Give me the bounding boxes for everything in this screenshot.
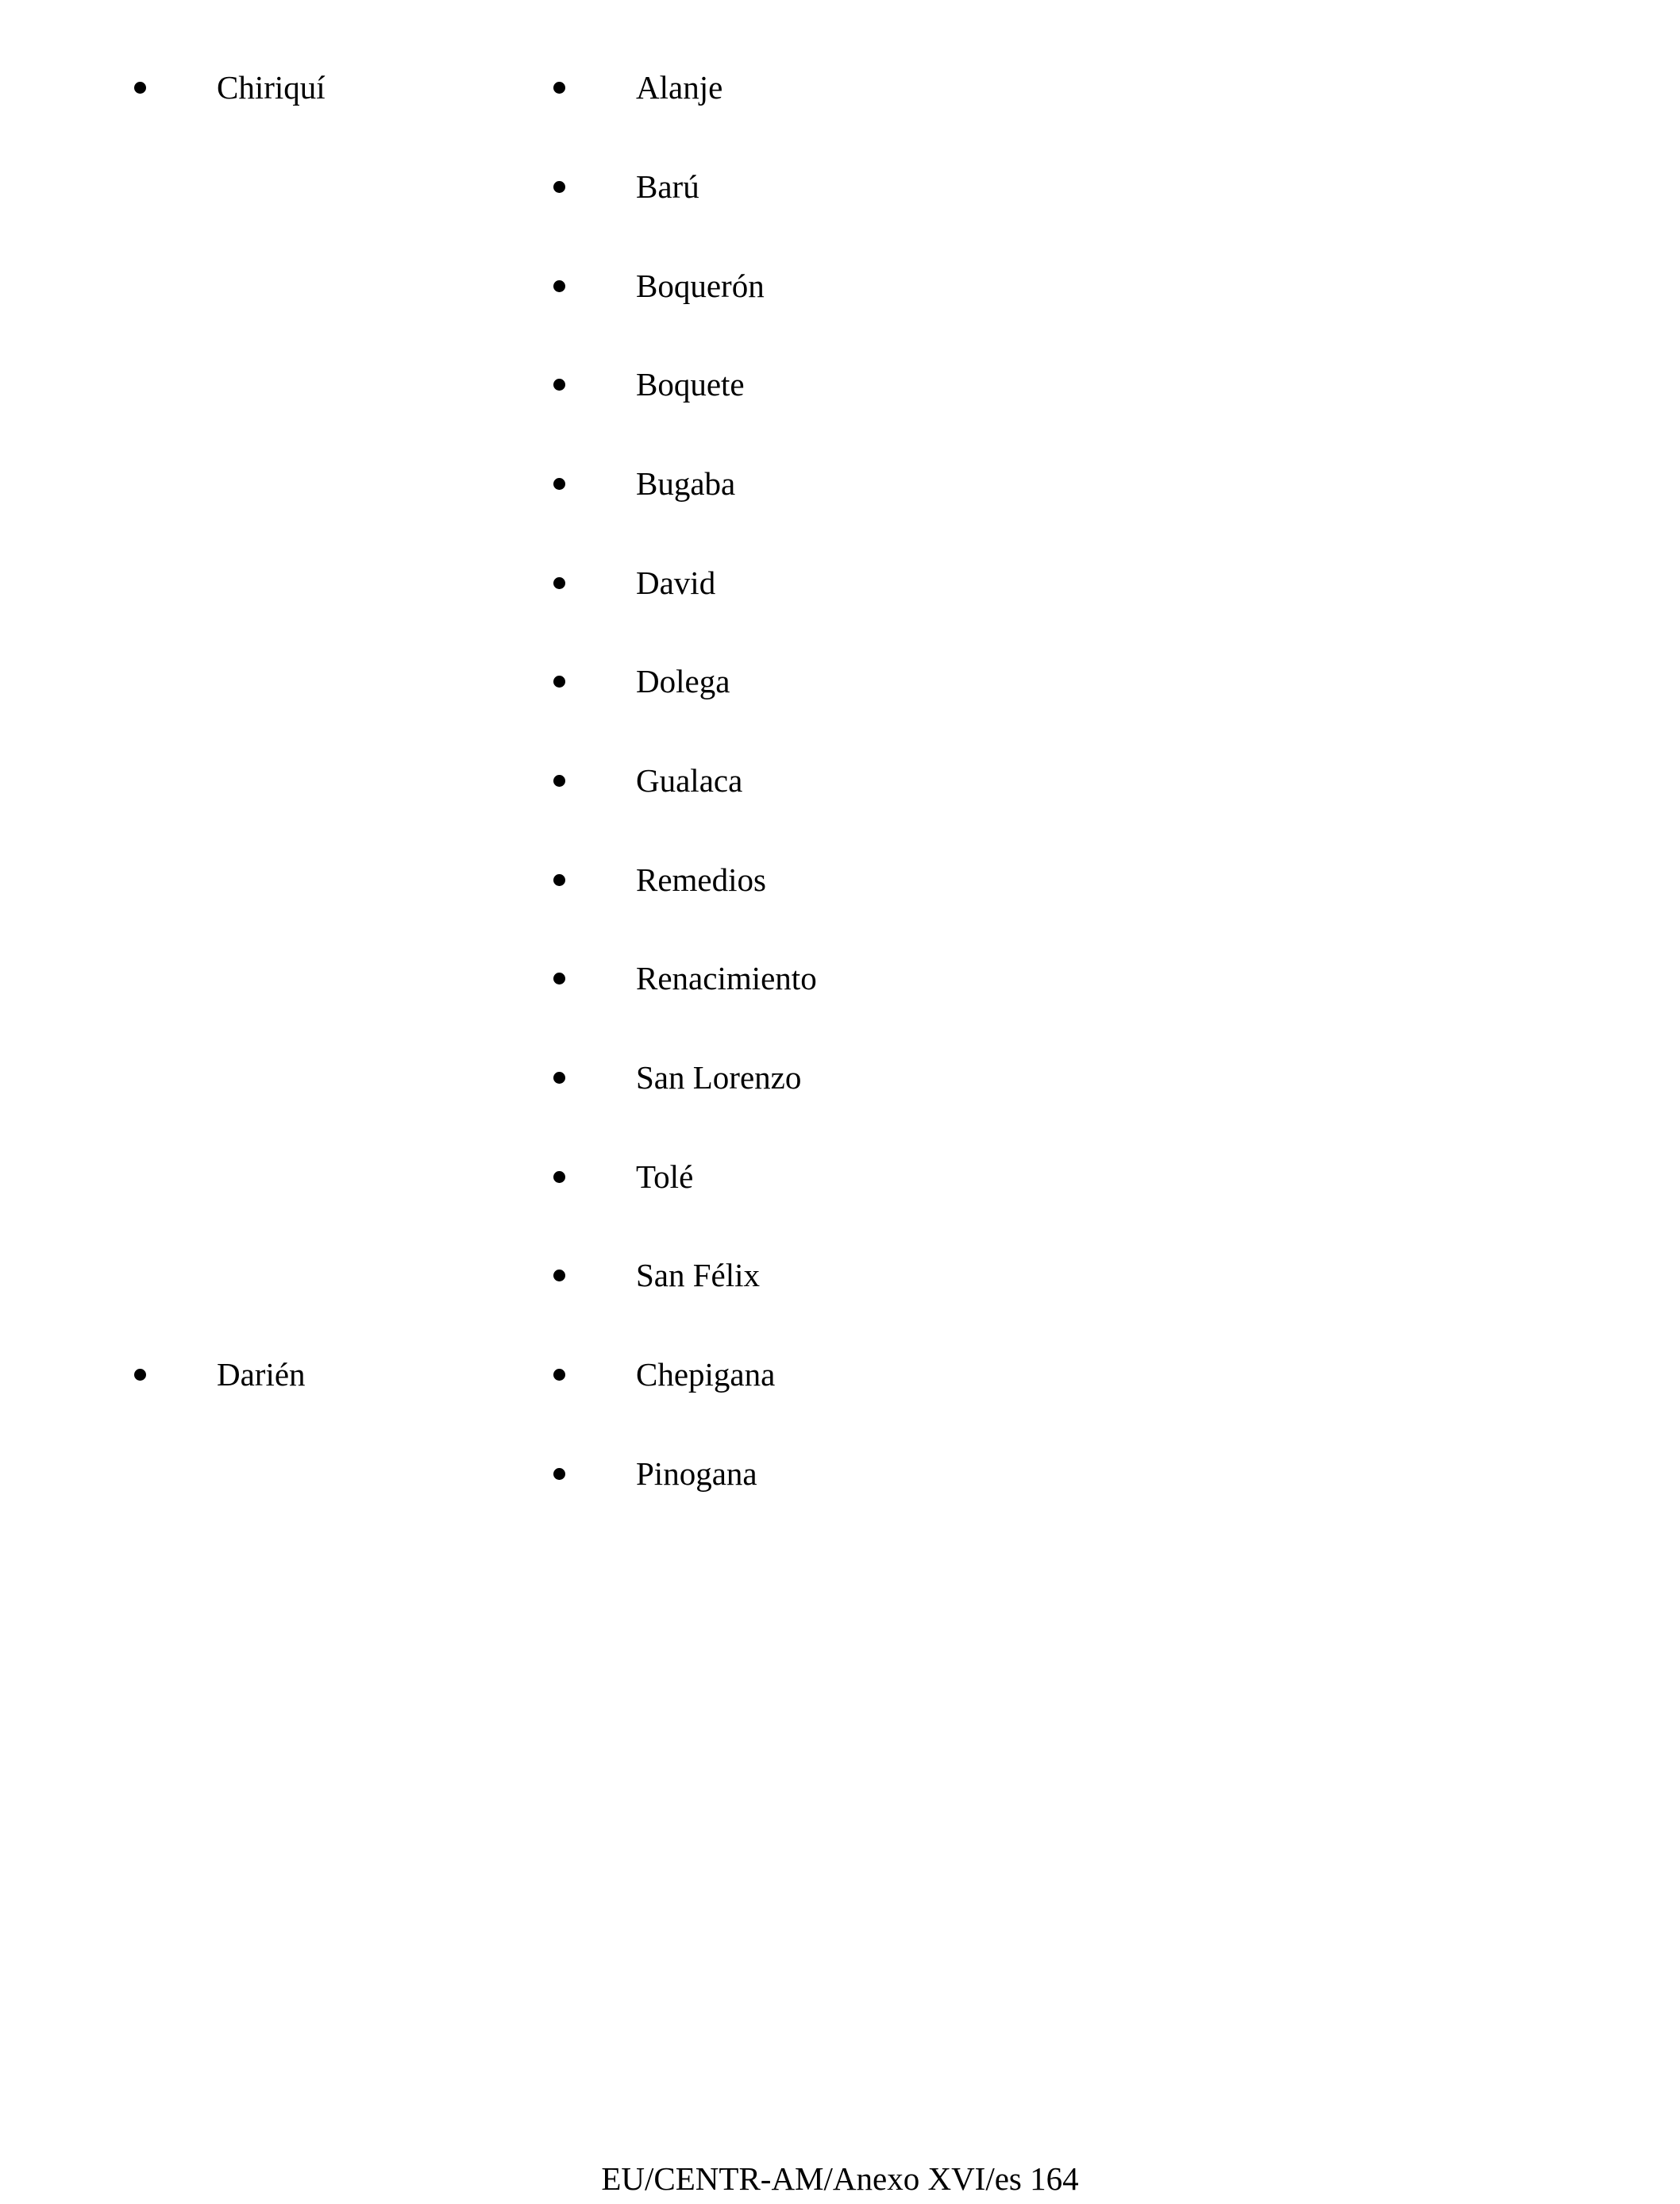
bullet-icon <box>553 1171 565 1183</box>
district-name: San Lorenzo <box>636 1059 802 1096</box>
district-name: David <box>636 564 716 601</box>
bullet-icon <box>553 280 565 292</box>
district-name: Chepigana <box>636 1356 776 1393</box>
bullet-icon <box>553 478 565 490</box>
district-name: Barú <box>636 168 699 205</box>
district-name: San Félix <box>636 1257 761 1293</box>
bullet-icon <box>553 379 565 391</box>
bullet-icon <box>553 973 565 984</box>
district-name: Boquerón <box>636 268 765 304</box>
district-name: Pinogana <box>636 1455 757 1492</box>
bullet-icon <box>134 1369 146 1381</box>
bullet-icon <box>553 1072 565 1084</box>
district-name: Boquete <box>636 366 745 403</box>
bullet-icon <box>553 1270 565 1281</box>
bullet-icon <box>553 775 565 787</box>
bullet-icon <box>553 874 565 886</box>
bullet-icon <box>553 82 565 94</box>
district-name: Bugaba <box>636 465 736 502</box>
district-name: Dolega <box>636 663 730 699</box>
district-name: Remedios <box>636 861 766 898</box>
bullet-icon <box>553 577 565 589</box>
page-footer-reference: EU/CENTR-AM/Anexo XVI/es 164 <box>601 2160 1079 2197</box>
district-name: Tolé <box>636 1158 694 1195</box>
bullet-icon <box>553 1468 565 1480</box>
bullet-icon <box>134 82 146 94</box>
district-name: Gualaca <box>636 762 743 799</box>
province-name: Darién <box>217 1356 306 1393</box>
bullet-icon <box>553 181 565 193</box>
province-name: Chiriquí <box>217 69 326 106</box>
district-name: Alanje <box>636 69 723 106</box>
district-name: Renacimiento <box>636 960 817 996</box>
bullet-icon <box>553 676 565 688</box>
bullet-icon <box>553 1369 565 1381</box>
